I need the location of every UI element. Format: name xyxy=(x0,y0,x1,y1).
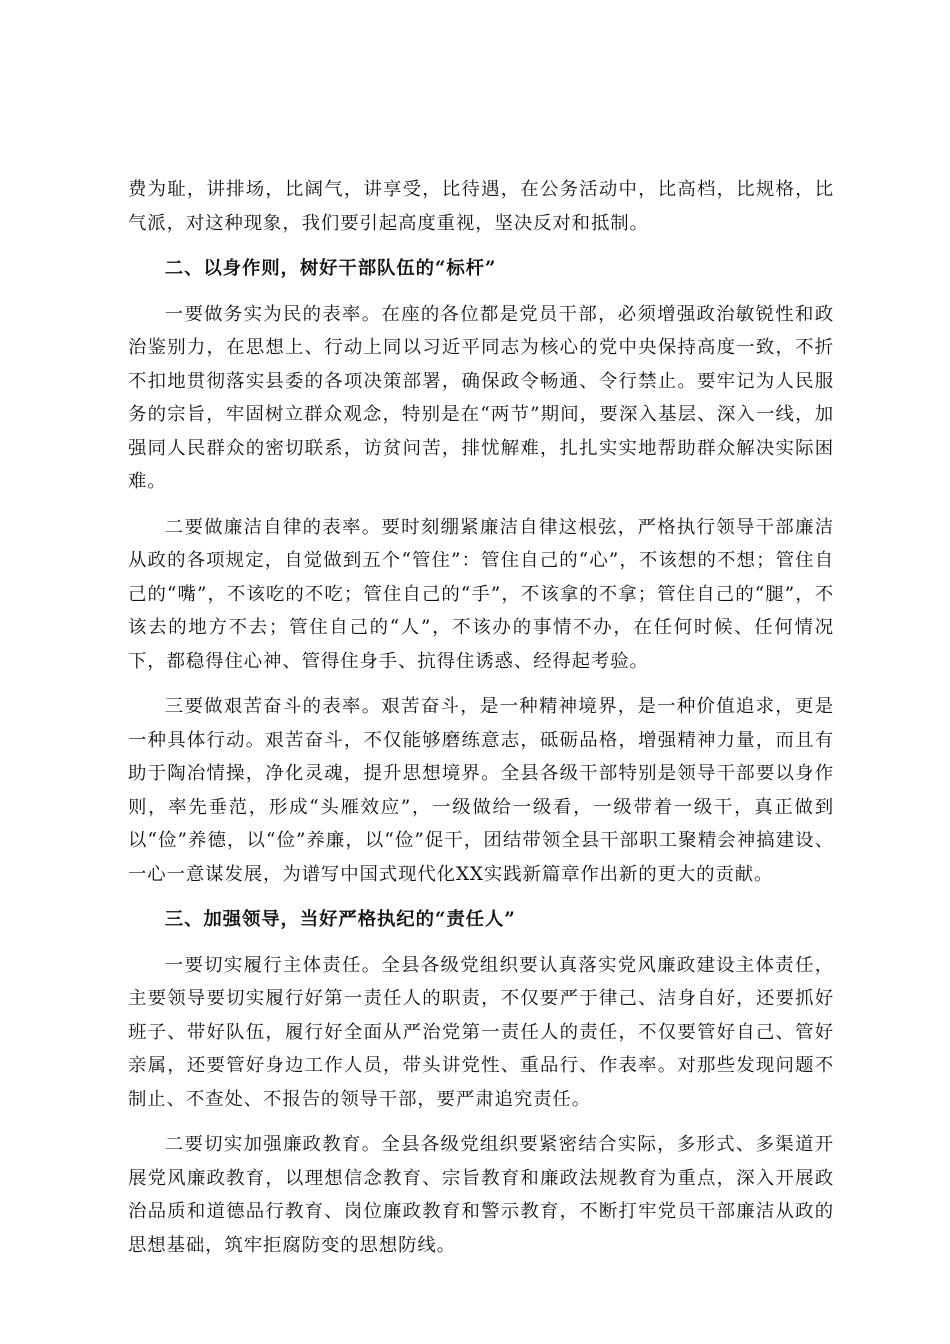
continued-paragraph: 费为耻，讲排场，比阔气，讲享受，比待遇，在公务活动中，比高档，比规格，比气派，对这种现象，我们要引起高度重视，坚决反对和抵制。 xyxy=(128,179,834,234)
paragraph-3-2: 二要切实加强廉政教育。全县各级党组织要紧密结合实际，多形式、多渠道开展党风廉政教育，以理想信念教育、宗旨教育和廉政法规教育为重点，深入开展政治品质和道德品行教育、岗位廉政教育和警示教育，不断打牢党员干部廉洁从政的思想基础，筑牢拒腐防变的思想防线。 xyxy=(128,1134,834,1256)
paragraph-2-3: 三要做艰苦奋斗的表率。艰苦奋斗，是一种精神境界，是一种价值追求，更是一种具体行动。艰苦奋斗，不仅能够磨练意志，砥砺品格，增强精神力量，而且有助于陶冶情操，净化灵魂，提升思想境界。全县各级干部特别是领导干部要以身作则，率先垂范，形成“头雁效应”，一级做给一级看，一级带着一级干，真正做到以“俭”养德，以“俭”养廉，以“俭”促干，团结带领全县干部职工聚精会神搞建设、一心一意谋发展，为谱写中国式现代化XX实践新篇章作出新的更大的贡献。 xyxy=(128,696,834,885)
paragraph-2-2: 二要做廉洁自律的表率。要时刻绷紧廉洁自律这根弦，严格执行领导干部廉洁从政的各项规定，自觉做到五个“管住”：管住自己的“心”，不该想的不想；管住自己的“嘴”，不该吃的不吃；管住自己的“手”，不该拿的不拿；管住自己的“腿”，不该去的地方不去；管住自己的“人”，不该办的事情不办，在任何时候、任何情况下，都稳得住心神、管得住身手、抗得住诱惑、经得起考验。 xyxy=(128,516,834,672)
document-body xyxy=(128,173,834,1274)
paragraph-2-1: 一要做务实为民的表率。在座的各位都是党员干部，必须增强政治敏锐性和政治鉴别力，在思想上、行动上同以习近平同志为核心的党中央保持高度一致，不折不扣地贯彻落实县委的各项决策部署，确保政令畅通、令行禁止。要牢记为人民服务的宗旨，牢固树立群众观念，特别是在“两节”期间，要深入基层、深入一线，加强同人民群众的密切联系，访贫问苦，排忧解难，扎扎实实地帮助群众解决实际困难。 xyxy=(128,303,834,492)
section-heading-2: 二、以身作则，树好干部队伍的“标杆” xyxy=(164,258,497,279)
section-heading-3: 三、加强领导，当好严格执纪的“责任人” xyxy=(164,909,516,930)
paragraph-3-1: 一要切实履行主体责任。全县各级党组织要认真落实党风廉政建设主体责任，主要领导要切实履行好第一责任人的职责，不仅要严于律己、洁身自好，还要抓好班子、带好队伍，履行好全面从严治党第一责任人的责任，不仅要管好自己、管好亲属，还要管好身边工作人员，带头讲党性、重品行、作表率。对那些发现问题不制止、不查处、不报告的领导干部，要严肃追究责任。 xyxy=(128,954,834,1110)
